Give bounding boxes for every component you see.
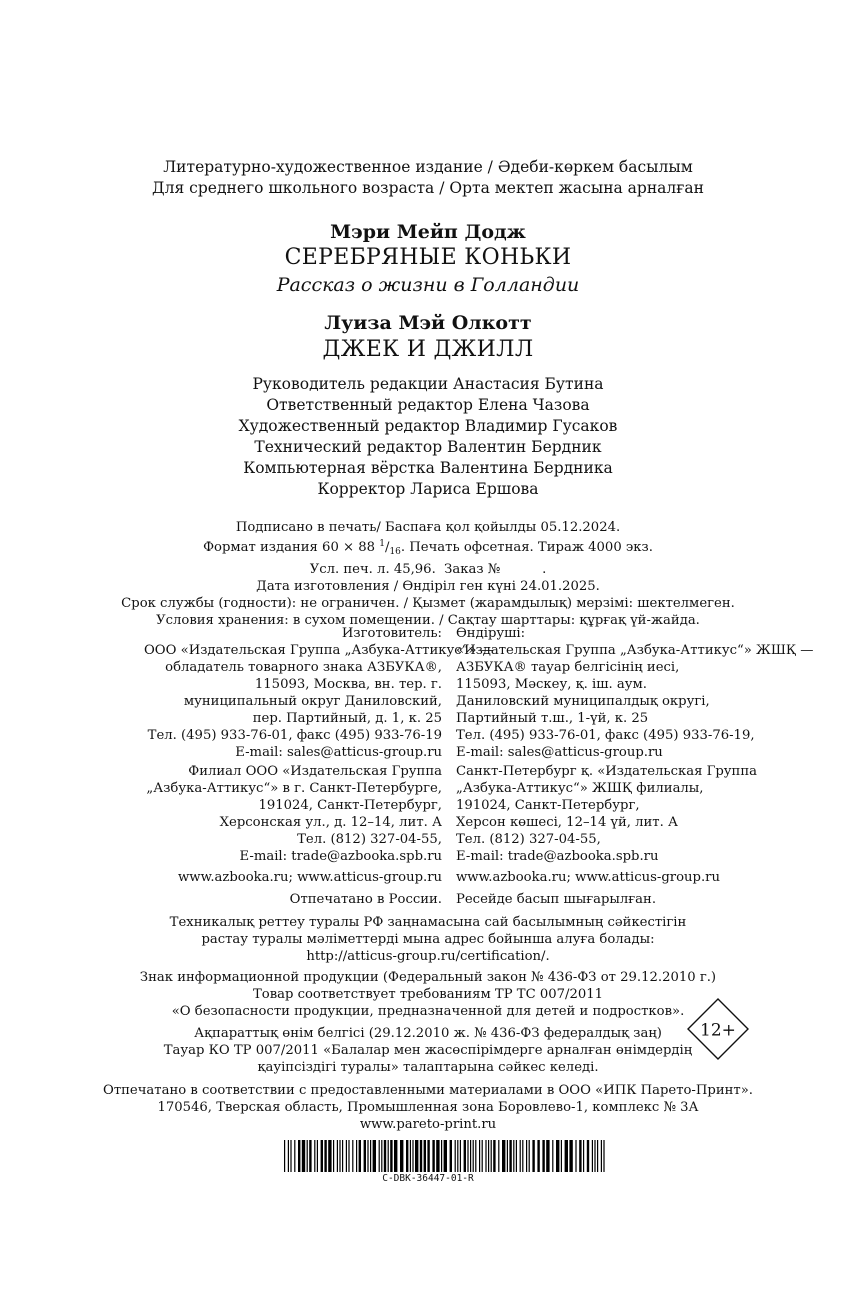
barcode-bar bbox=[556, 1140, 559, 1172]
barcode-bar bbox=[509, 1140, 511, 1172]
credit-line: Корректор Лариса Ершова bbox=[317, 480, 539, 498]
barcode-bar bbox=[526, 1140, 527, 1172]
barcode-bar bbox=[569, 1140, 572, 1172]
storage-conditions: Условия хранения: в сухом помещении. / Сақтау шарттары: құрғақ үй-жайда. bbox=[156, 613, 700, 628]
manufacturer-kz-email: E-mail: sales@atticus-group.ru bbox=[456, 745, 663, 760]
info-sign-line: Тауар КО ТР 007/2011 «Балалар мен жасөспірімдерге арналған өнімдердің bbox=[163, 1043, 693, 1058]
barcode bbox=[284, 1140, 610, 1172]
barcode-bar bbox=[337, 1140, 338, 1172]
barcode-bar bbox=[309, 1140, 311, 1172]
barcode-bar bbox=[324, 1140, 326, 1172]
barcode-bar bbox=[587, 1140, 589, 1172]
branch-ru bbox=[144, 763, 442, 865]
branch-kz-line: Санкт-Петербург қ. «Издательская Группа bbox=[456, 764, 757, 779]
barcode-bar bbox=[294, 1140, 295, 1172]
header-line-genre: Литературно-художественное издание / Әдеби-көркем басылым bbox=[163, 158, 693, 176]
barcode-bar bbox=[415, 1140, 418, 1172]
info-sign-line: қауіпсіздігі туралы» талаптарына сәйкес келеді. bbox=[257, 1060, 599, 1075]
barcode-bar bbox=[455, 1140, 456, 1172]
format-suffix: . Печать офсетная. Тираж 4000 экз. bbox=[400, 540, 653, 555]
book1-author: Мэри Мейп Додж bbox=[330, 221, 526, 243]
format-line bbox=[0, 536, 856, 561]
header-line-age: Для среднего школьного возраста / Орта мектеп жасына арналған bbox=[152, 179, 704, 197]
info-sign-line: Товар соответствует требованиям ТР ТС 007/2011 bbox=[252, 987, 604, 1002]
barcode-bars bbox=[284, 1140, 605, 1172]
info-sign-line: Знак информационной продукции (Федеральный закон № 436-ФЗ от 29.12.2010 г.) bbox=[139, 970, 717, 985]
barcode-bar bbox=[284, 1140, 285, 1172]
printer-line: Отпечатано в соответствии с предоставленными материалами в ООО «ИПК Парето-Принт». bbox=[103, 1083, 753, 1098]
barcode-bar bbox=[424, 1140, 426, 1172]
barcode-bar bbox=[400, 1140, 403, 1172]
barcode-bar bbox=[485, 1140, 486, 1172]
print-info bbox=[0, 519, 856, 629]
barcode-bar bbox=[384, 1140, 386, 1172]
barcode-bar bbox=[475, 1140, 476, 1172]
barcode-bar bbox=[565, 1140, 568, 1172]
barcode-bar bbox=[603, 1140, 604, 1172]
manufacturer-ru-email: E-mail: sales@atticus-group.ru bbox=[235, 745, 442, 760]
barcode-bar bbox=[307, 1140, 308, 1172]
barcode-bar bbox=[532, 1140, 534, 1172]
manufacturer-kz-line: Өндіруші: bbox=[456, 626, 526, 641]
barcode-bar bbox=[394, 1140, 397, 1172]
barcode-bar bbox=[479, 1140, 480, 1172]
branch-kz-line: Тел. (812) 327-04-55, bbox=[456, 832, 601, 847]
credit-line: Художественный редактор Владимир Гусаков bbox=[238, 417, 618, 435]
barcode-code: C-DBK-36447-01-R bbox=[382, 1173, 474, 1184]
barcode-bar bbox=[488, 1140, 489, 1172]
barcode-bar bbox=[467, 1140, 468, 1172]
sheets-order: Усл. печ. л. 45,96. Заказ № . bbox=[309, 562, 547, 577]
book2-author: Луиза Мэй Олкотт bbox=[324, 312, 532, 334]
branch-kz bbox=[456, 763, 776, 865]
barcode-bar bbox=[390, 1140, 392, 1172]
barcode-bar bbox=[352, 1140, 353, 1172]
barcode-bar bbox=[379, 1140, 380, 1172]
websites-ru: www.azbooka.ru; www.atticus-group.ru bbox=[178, 870, 442, 885]
barcode-bar bbox=[601, 1140, 602, 1172]
branch-ru-line: Филиал ООО «Издательская Группа bbox=[188, 764, 442, 779]
barcode-bar bbox=[373, 1140, 376, 1172]
manufacturer-ru-line: Тел. (495) 933-76-01, факс (495) 933-76-19 bbox=[147, 728, 442, 743]
barcode-bar bbox=[314, 1140, 315, 1172]
book1-title: СЕРЕБРЯНЫЕ КОНЬКИ bbox=[284, 245, 572, 270]
barcode-bar bbox=[412, 1140, 413, 1172]
credit-line: Компьютерная вёрстка Валентина Бердника bbox=[243, 459, 613, 477]
format-sub: 16 bbox=[389, 547, 401, 557]
manufacturer-ru-line: 115093, Москва, вн. тер. г. bbox=[254, 677, 442, 692]
barcode-bar bbox=[493, 1140, 495, 1172]
barcode-bar bbox=[359, 1140, 361, 1172]
barcode-bar bbox=[288, 1140, 289, 1172]
barcode-bar bbox=[290, 1140, 291, 1172]
barcode-bar bbox=[342, 1140, 343, 1172]
barcode-bar bbox=[473, 1140, 474, 1172]
branch-kz-line: Херсон көшесі, 12–14 үй, лит. А bbox=[456, 815, 678, 830]
barcode-bar bbox=[410, 1140, 411, 1172]
signed-date: Подписано в печать/ Баспаға қол қойылды 05.12.2024. bbox=[235, 520, 621, 535]
certification-line: растау туралы мәліметтерді мына адрес бойынша алуға болады: bbox=[201, 932, 655, 947]
barcode-bar bbox=[457, 1140, 458, 1172]
barcode-bar bbox=[513, 1140, 514, 1172]
barcode-bar bbox=[364, 1140, 366, 1172]
manufacturer-kz-line: Партийный т.ш., 1-үй, к. 25 bbox=[456, 711, 649, 726]
barcode-bar bbox=[546, 1140, 549, 1172]
barcode-bar bbox=[328, 1140, 331, 1172]
barcode-bar bbox=[432, 1140, 434, 1172]
format-sup: 1 bbox=[379, 539, 385, 549]
barcode-bar bbox=[529, 1140, 530, 1172]
barcode-bar bbox=[436, 1140, 439, 1172]
websites-kz: www.azbooka.ru; www.atticus-group.ru bbox=[456, 870, 720, 885]
printer-info bbox=[0, 1082, 856, 1133]
barcode-bar bbox=[507, 1140, 508, 1172]
manufacturer-ru-line: Изготовитель: bbox=[341, 626, 442, 641]
manufacture-date: Дата изготовления / Өндіріл ген күні 24.01.2025. bbox=[256, 579, 600, 594]
certification-url: http://atticus-group.ru/certification/. bbox=[306, 949, 550, 964]
barcode-bar bbox=[444, 1140, 447, 1172]
printer-address: 170546, Тверская область, Промышленная зона Боровлево-1, комплекс № 3А bbox=[157, 1100, 699, 1115]
barcode-bar bbox=[406, 1140, 408, 1172]
barcode-bar bbox=[520, 1140, 521, 1172]
header bbox=[0, 157, 856, 199]
manufacturer-ru-line: обладатель товарного знака АЗБУКА®, bbox=[165, 660, 442, 675]
format-slash: / bbox=[384, 540, 390, 555]
manufacturer-kz-line: Даниловский муниципалдық округі, bbox=[456, 694, 710, 709]
branch-ru-email: E-mail: trade@azbooka.spb.ru bbox=[239, 849, 442, 864]
barcode-bar bbox=[356, 1140, 357, 1172]
barcode-bar bbox=[370, 1140, 371, 1172]
barcode-bar bbox=[367, 1140, 368, 1172]
barcode-bar bbox=[339, 1140, 340, 1172]
barcode-bar bbox=[482, 1140, 483, 1172]
manufacturer-kz-line: 115093, Мәскеу, қ. іш. аум. bbox=[456, 677, 647, 692]
age-rating-label: 12+ bbox=[700, 1020, 736, 1041]
format-prefix: Формат издания 60 × 88 bbox=[203, 540, 380, 555]
service-life: Срок службы (годности): не ограничен. / Қызмет (жарамдылық) мерзімі: шектелмеген. bbox=[121, 596, 735, 611]
barcode-bar bbox=[460, 1140, 461, 1172]
barcode-bar bbox=[302, 1140, 305, 1172]
barcode-bar bbox=[420, 1140, 422, 1172]
branch-kz-line: „Азбука-Аттикус“» ЖШҚ филиалы, bbox=[456, 781, 704, 796]
credit-line: Руководитель редакции Анастасия Бутина bbox=[252, 375, 604, 393]
barcode-bar bbox=[594, 1140, 595, 1172]
barcode-bar bbox=[542, 1140, 544, 1172]
barcode-bar bbox=[317, 1140, 318, 1172]
printer-website: www.pareto-print.ru bbox=[359, 1117, 497, 1132]
age-rating-badge bbox=[687, 998, 749, 1060]
branch-ru-line: Херсонская ул., д. 12–14, лит. А bbox=[219, 815, 442, 830]
certification bbox=[0, 914, 856, 965]
barcode-bar bbox=[470, 1140, 471, 1172]
barcode-bar bbox=[333, 1140, 334, 1172]
manufacturer-kz-line: АЗБУКА® тауар белгісінің иесі, bbox=[456, 660, 680, 675]
barcode-bar bbox=[346, 1140, 347, 1172]
printed-in-ru: Отпечатано в России. bbox=[289, 892, 442, 907]
barcode-bar bbox=[464, 1140, 466, 1172]
barcode-bar bbox=[321, 1140, 323, 1172]
barcode-bar bbox=[388, 1140, 389, 1172]
barcode-bar bbox=[381, 1140, 382, 1172]
barcode-bar bbox=[450, 1140, 452, 1172]
info-sign-line: «О безопасности продукции, предназначенной для детей и подростков». bbox=[171, 1004, 685, 1019]
credit-line: Технический редактор Валентин Бердник bbox=[254, 438, 602, 456]
branch-kz-line: 191024, Санкт-Петербург, bbox=[456, 798, 640, 813]
certification-line: Техникалық реттеу туралы РФ заңнамасына сай басылымның сәйкестігін bbox=[169, 915, 687, 930]
branch-kz-email: E-mail: trade@azbooka.spb.ru bbox=[456, 849, 659, 864]
manufacturer-kz-line: Тел. (495) 933-76-01, факс (495) 933-76-19, bbox=[456, 728, 755, 743]
barcode-bar bbox=[537, 1140, 539, 1172]
barcode-bar bbox=[561, 1140, 562, 1172]
branch-ru-line: Тел. (812) 327-04-55, bbox=[297, 832, 442, 847]
barcode-bar bbox=[427, 1140, 429, 1172]
manufacturer-ru-line: пер. Партийный, д. 1, к. 25 bbox=[252, 711, 442, 726]
credits bbox=[0, 374, 856, 500]
printed-in-kz: Ресейде басып шығарылған. bbox=[456, 892, 657, 907]
barcode-bar bbox=[522, 1140, 523, 1172]
barcode-bar bbox=[298, 1140, 300, 1172]
barcode-bar bbox=[597, 1140, 598, 1172]
manufacturer-ru-line: ООО «Издательская Группа „Азбука-Аттикус“» — bbox=[144, 643, 494, 658]
branch-ru-line: „Азбука-Аттикус“» в г. Санкт-Петербурге, bbox=[146, 781, 442, 796]
manufacturer-kz bbox=[456, 625, 814, 761]
info-sign-line: Ақпараттық өнім белгісі (29.12.2010 ж. № 436-ФЗ федералдық заң) bbox=[194, 1026, 662, 1041]
manufacturer-kz-line: «Издательская Группа „Азбука-Аттикус“» ЖШҚ — bbox=[456, 643, 814, 658]
barcode-bar bbox=[579, 1140, 581, 1172]
barcode-bar bbox=[583, 1140, 584, 1172]
credit-line: Ответственный редактор Елена Чазова bbox=[266, 396, 590, 414]
book1-subtitle: Рассказ о жизни в Голландии bbox=[276, 274, 580, 296]
book2-title: ДЖЕК И ДЖИЛЛ bbox=[322, 337, 534, 362]
barcode-bar bbox=[441, 1140, 442, 1172]
barcode-bar bbox=[348, 1140, 349, 1172]
barcode-bar bbox=[502, 1140, 505, 1172]
barcode-bar bbox=[498, 1140, 499, 1172]
manufacturer-ru-line: муниципальный округ Даниловский, bbox=[183, 694, 442, 709]
barcode-bar bbox=[491, 1140, 492, 1172]
barcode-bar bbox=[552, 1140, 553, 1172]
barcode-bar bbox=[575, 1140, 576, 1172]
barcode-bar bbox=[516, 1140, 517, 1172]
branch-ru-line: 191024, Санкт-Петербург, bbox=[258, 798, 442, 813]
barcode-bar bbox=[592, 1140, 593, 1172]
